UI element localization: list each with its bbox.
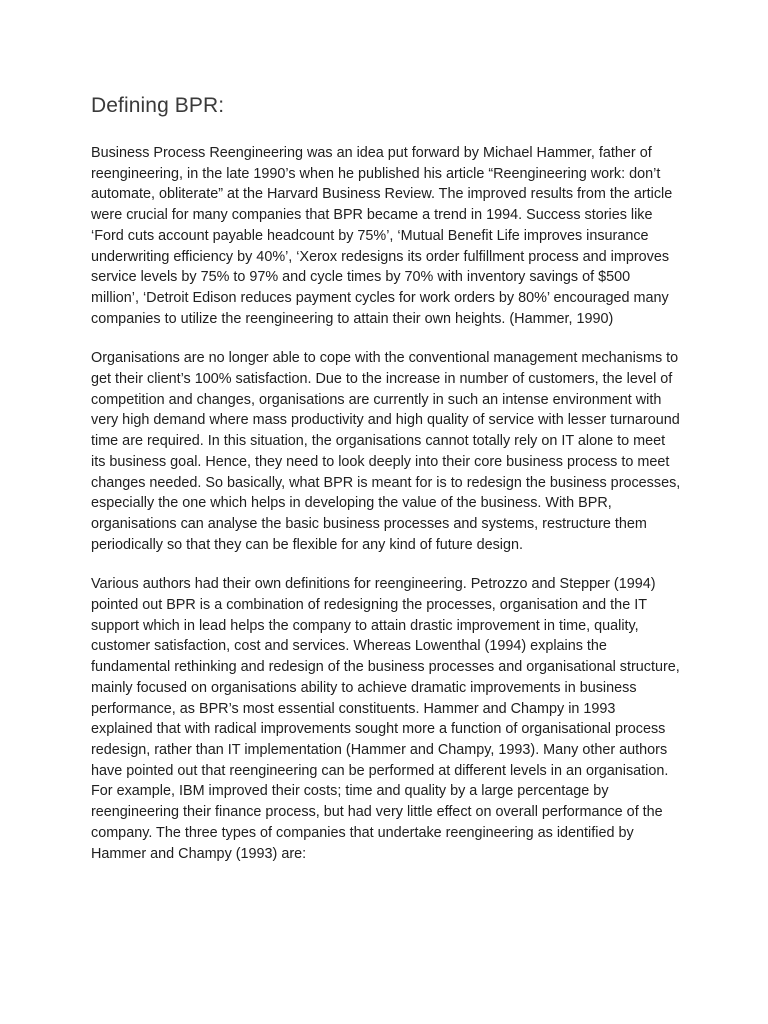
paragraph-bpr-origin: Business Process Reengineering was an idea put forward by Michael Hammer, father of reengineering, in the late 1990’s when he published his article “Reengineering work: don’t automate, obliterate” at the Harvard Business Review. The improved results from the article were crucial for many companies that BPR became a trend in 1994. Success stories like ‘Ford cuts account payable headcount by 75%’, ‘Mutual Benefit Life improves insurance underwriting efficiency by 40%’, ‘Xerox redesigns its order fulfillment process and improves service levels by 75% to 97% and cycle times by 70% with inventory savings of $500 million’, ‘Detroit Edison reduces payment cycles for work orders by 80%’ encouraged many companies to utilize the reengineering to attain their own heights. (Hammer, 1990) [91, 145, 673, 327]
section-heading: Defining BPR: [91, 94, 225, 117]
document-page [91, 92, 681, 883]
paragraph-definitions: Various authors had their own definitions for reengineering. Petrozzo and Stepper (1994) pointed out BPR is a combination of redesigning the processes, organisation and the IT support which in lead helps the company to attain drastic improvement in time, quality, customer satisfaction, cost and services. Whereas Lowenthal (1994) explains the fundamental rethinking and redesign of the business processes and organisational structure, mainly focused on organisations ability to achieve dramatic improvements in business performance, as BPR’s most essential constituents. Hammer and Champy in 1993 explained that with radical improvements sought more a function of organisational process redesign, rather than IT implementation (Hammer and Champy, 1993). Many other authors have pointed out that reengineering can be performed at different levels in an organisation. For example, IBM improved their costs; time and quality by a large percentage by reengineering their finance process, but had very little effect on overall performance of the company. The three types of companies that undertake reengineering as identified by Hammer and Champy (1993) are: [91, 576, 680, 862]
paragraph-organisations: Organisations are no longer able to cope with the conventional management mechanisms to get their client’s 100% satisfaction. Due to the increase in number of customers, the level of competition and changes, organisations are currently in such an intense environment with very high demand where mass productivity and high quality of service with lesser turnaround time are required. In this situation, the organisations cannot totally rely on IT alone to meet its business goal. Hence, they need to look deeply into their core business process to meet changes needed. So basically, what BPR is meant for is to redesign the business processes, especially the one which helps in developing the value of the business. With BPR, organisations can analyse the basic business processes and systems, restructure them periodically so that they can be flexible for any kind of future design. [91, 350, 681, 553]
